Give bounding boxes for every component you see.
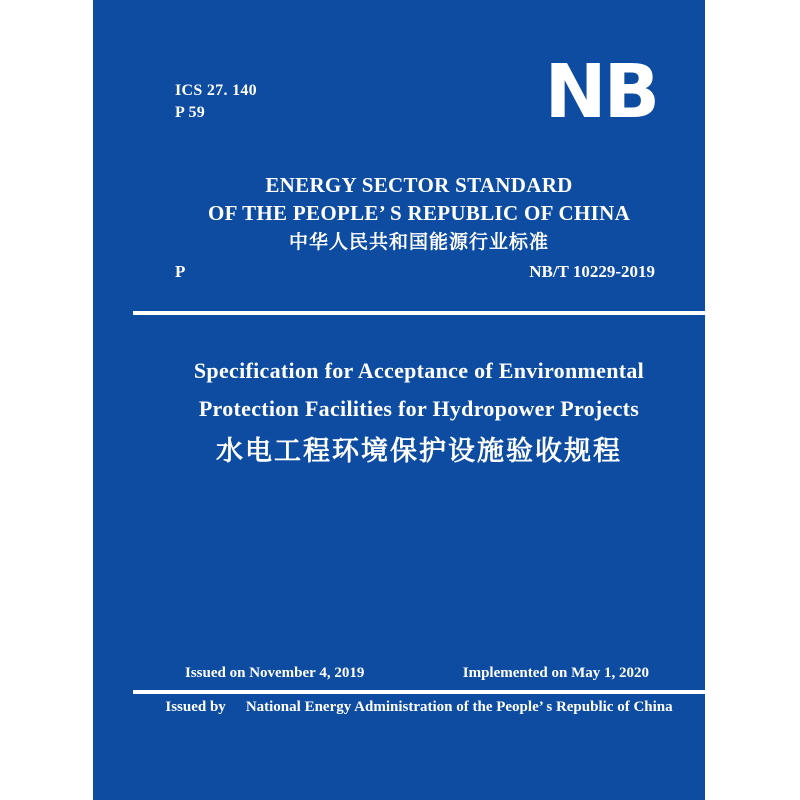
cover-content xyxy=(133,0,705,800)
issued-by-row xyxy=(133,699,705,716)
ics-class-code: P 59 xyxy=(175,104,206,121)
standard-number: NB/T 10229-2019 xyxy=(529,262,655,281)
footer-divider-rule xyxy=(133,690,705,694)
title-en-line2: Protection Facilities for Hydropower Projects xyxy=(198,396,640,421)
nb-logo: NB xyxy=(544,49,657,135)
standard-name-en-line2: OF THE PEOPLE’ S REPUBLIC OF CHINA xyxy=(207,200,631,225)
ics-code-block xyxy=(175,80,257,124)
top-divider-rule xyxy=(133,311,705,315)
standard-name-header xyxy=(133,172,705,256)
title-en-line1: Specification for Acceptance of Environmental xyxy=(193,358,645,383)
issued-date: Issued on November 4, 2019 xyxy=(185,665,365,681)
classification-row xyxy=(175,262,655,282)
dates-row xyxy=(185,665,649,682)
implemented-date: Implemented on May 1, 2020 xyxy=(462,665,649,681)
issued-by-label: Issued by xyxy=(165,699,226,715)
ics-code: ICS 27. 140 xyxy=(175,82,257,99)
standard-name-zh: 中华人民共和国能源行业标准 xyxy=(288,232,549,253)
doc-class-letter: P xyxy=(175,262,186,281)
standard-cover xyxy=(93,0,705,800)
title-zh: 水电工程环境保护设施验收规程 xyxy=(216,436,622,466)
document-title-block xyxy=(133,352,705,468)
standard-name-en-line1: ENERGY SECTOR STANDARD xyxy=(265,173,573,197)
issued-by-value: National Energy Administration of the People’ s Republic of China xyxy=(245,699,673,715)
